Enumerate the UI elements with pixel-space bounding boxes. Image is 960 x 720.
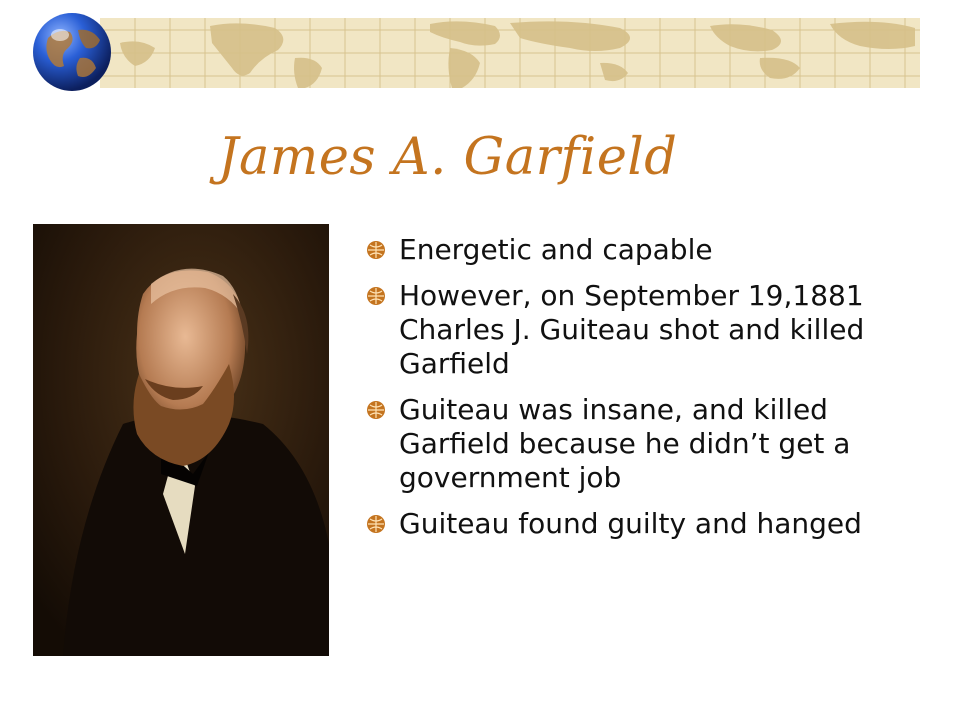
bullet-item (365, 507, 925, 541)
bullet-text: Energetic and capable (399, 233, 713, 266)
garfield-portrait-image (33, 224, 329, 656)
bullet-text: Guiteau found guilty and hanged (399, 507, 862, 540)
orange-globe-bullet-icon (365, 513, 387, 535)
orange-globe-bullet-icon (365, 285, 387, 307)
slide-title: James A. Garfield (218, 128, 678, 187)
world-map-banner (100, 18, 920, 88)
bullet-text: However, on September 19,1881 Charles J. Guiteau shot and killed Garfield (399, 279, 865, 380)
globe-icon (30, 10, 114, 94)
bullet-item (365, 393, 925, 495)
bullet-list (365, 233, 925, 553)
bullet-text: Guiteau was insane, and killed Garfield because he didn’t get a government job (399, 393, 851, 494)
bullet-item (365, 233, 925, 267)
bullet-item (365, 279, 925, 381)
orange-globe-bullet-icon (365, 399, 387, 421)
orange-globe-bullet-icon (365, 239, 387, 261)
world-map-graphic (100, 18, 920, 88)
